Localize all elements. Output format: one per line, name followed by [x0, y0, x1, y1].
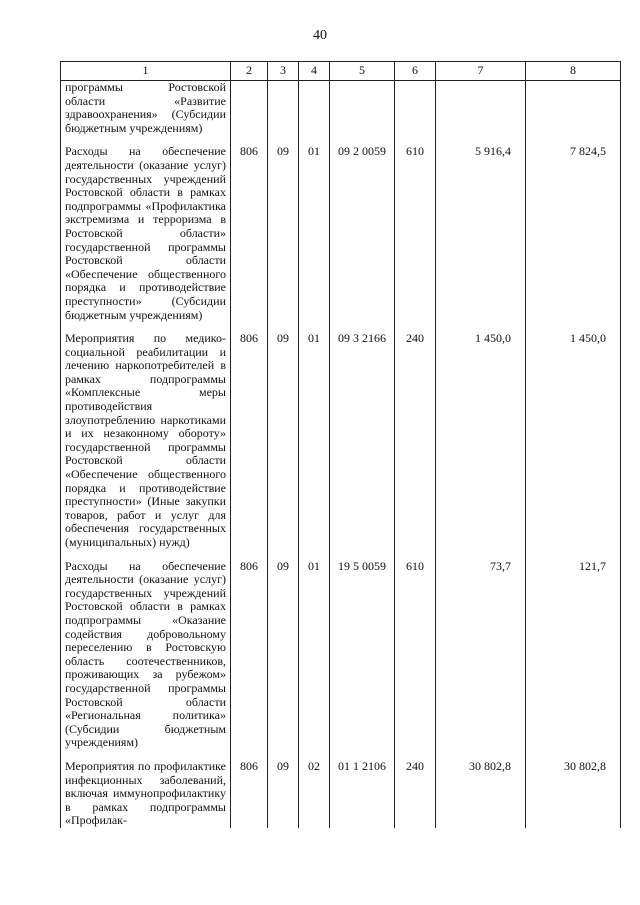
- page-number: 40: [313, 28, 327, 43]
- row-sum-1: 30 802,8: [436, 750, 526, 828]
- row-csr: 01 1 2106: [330, 750, 395, 828]
- row-vr: 610: [395, 135, 436, 322]
- row-vr: [395, 81, 436, 136]
- header-col-1: 1: [61, 62, 231, 81]
- budget-table: [60, 61, 621, 828]
- header-col-4: 4: [299, 62, 330, 81]
- row-sum-1: 73,7: [436, 550, 526, 750]
- row-ved: 806: [231, 550, 268, 750]
- row-ved: [231, 81, 268, 136]
- row-rz: [268, 81, 299, 136]
- row-name: программы Ростовской области «Развитие здравоохранения» (Субсидии бюджетным учреждениям): [61, 81, 231, 136]
- row-csr: [330, 81, 395, 136]
- row-vr: 240: [395, 750, 436, 828]
- header-col-5: 5: [330, 62, 395, 81]
- row-csr: 09 3 2166: [330, 322, 395, 550]
- table-row: [61, 750, 621, 828]
- header-col-3: 3: [268, 62, 299, 81]
- row-pr: 02: [299, 750, 330, 828]
- row-rz: 09: [268, 750, 299, 828]
- table-row: [61, 322, 621, 550]
- row-name: Мероприятия по медико-социальной реабилитации и лечению наркопотребителей в рамках подпрограммы «Комплексные меры противодействия злоупотреблению наркотиками и их незаконному обороту» государственной программы Ростовской области «Обеспечение общественного порядка и противодействие преступности» (Иные закупки товаров, работ и услуг для обеспечения государственных (муниципальных) нужд): [61, 322, 231, 550]
- row-sum-2: 121,7: [526, 550, 621, 750]
- table-row: [61, 135, 621, 322]
- row-pr: [299, 81, 330, 136]
- row-ved: 806: [231, 322, 268, 550]
- row-rz: 09: [268, 135, 299, 322]
- row-pr: 01: [299, 135, 330, 322]
- row-sum-1: 1 450,0: [436, 322, 526, 550]
- table-row: [61, 550, 621, 750]
- row-csr: 19 5 0059: [330, 550, 395, 750]
- table-header-row: [61, 62, 621, 81]
- row-sum-1: 5 916,4: [436, 135, 526, 322]
- row-sum-2: 7 824,5: [526, 135, 621, 322]
- row-ved: 806: [231, 750, 268, 828]
- row-rz: 09: [268, 550, 299, 750]
- row-sum-2: [526, 81, 621, 136]
- row-ved: 806: [231, 135, 268, 322]
- row-name: Мероприятия по профилактике инфекционных заболеваний, включая иммунопрофилактику в рамках подпрограммы «Профилак-: [61, 750, 231, 828]
- row-vr: 610: [395, 550, 436, 750]
- row-pr: 01: [299, 322, 330, 550]
- row-sum-2: 1 450,0: [526, 322, 621, 550]
- header-col-6: 6: [395, 62, 436, 81]
- row-vr: 240: [395, 322, 436, 550]
- header-col-8: 8: [526, 62, 621, 81]
- row-sum-2: 30 802,8: [526, 750, 621, 828]
- row-name: Расходы на обеспечение деятельности (оказание услуг) государственных учреждений Ростовской области в рамках подпрограммы «Профилактика экстремизма и терроризма в Ростовской области» государственной программы Ростовской области «Обеспечение общественного порядка и противодействие преступности» (Субсидии бюджетным учреждениям): [61, 135, 231, 322]
- row-sum-1: [436, 81, 526, 136]
- row-rz: 09: [268, 322, 299, 550]
- header-col-2: 2: [231, 62, 268, 81]
- row-name: Расходы на обеспечение деятельности (оказание услуг) государственных учреждений Ростовской области в рамках подпрограммы «Оказание содействия добровольному переселению в Ростовскую область соотечественников, проживающих за рубежом» государственной программы Ростовской области «Региональная политика» (Субсидии бюджетным учреждениям): [61, 550, 231, 750]
- header-col-7: 7: [436, 62, 526, 81]
- row-pr: 01: [299, 550, 330, 750]
- row-csr: 09 2 0059: [330, 135, 395, 322]
- table-row: [61, 81, 621, 136]
